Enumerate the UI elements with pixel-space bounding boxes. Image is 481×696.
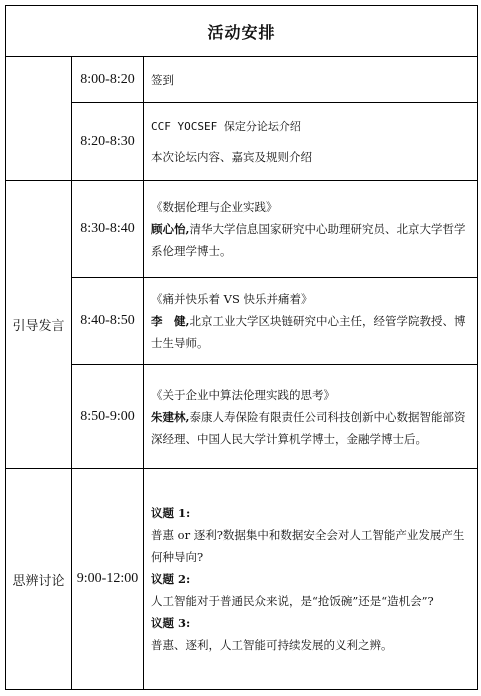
category-cell: 引导发言 [6, 181, 72, 469]
talk-content [144, 365, 478, 469]
talk-speaker-line [151, 406, 471, 450]
talk-topic: 《关于企业中算法伦理实践的思考》 [151, 387, 335, 402]
talk-content [144, 181, 478, 278]
talk-speaker-line [151, 310, 471, 354]
debate-topic-label: 议题 2: [151, 572, 191, 586]
content-line: CCF YOCSEF 保定分论坛介绍 [151, 119, 301, 133]
time-cell: 8:50-9:00 [72, 365, 144, 469]
content-cell [144, 57, 478, 103]
empty-category-cell [6, 57, 72, 181]
time-cell: 8:00-8:20 [72, 57, 144, 103]
debate-topic-text: 人工智能对于普通民众来说，是“抢饭碗”还是“造机会”? [151, 594, 434, 608]
speaker-bio: 泰康人寿保险有限责任公司科技创新中心数据智能部资深经理、中国人民大学计算机学博士，金融学博士后。 [151, 409, 466, 446]
speaker-name: 顾心怡, [151, 222, 190, 236]
title-row [6, 6, 478, 57]
speaker-name: 朱建林, [151, 409, 190, 424]
talk-content [144, 278, 478, 365]
talk-topic: 《痛并快乐着 VS 快乐并痛着》 [151, 292, 313, 306]
content-line: 签到 [151, 72, 174, 87]
debate-topic-text: 普惠 or 逐利?数据集中和数据安全会对人工智能产业发展产生何种导向? [151, 528, 465, 564]
table-row [6, 469, 478, 690]
debate-topic-label: 议题 1: [151, 506, 191, 520]
content-cell [144, 103, 478, 181]
speaker-bio: 北京工业大学区块链研究中心主任，经管学院教授、博士生导师。 [151, 314, 466, 350]
speaker-bio: 清华大学信息国家研究中心助理研究员、北京大学哲学系伦理学博士。 [151, 222, 466, 258]
time-cell: 9:00-12:00 [72, 469, 144, 690]
table-row [6, 57, 478, 103]
debate-content [144, 469, 478, 690]
talk-speaker-line [151, 218, 471, 262]
talk-topic: 《数据伦理与企业实践》 [151, 200, 278, 214]
time-cell: 8:40-8:50 [72, 278, 144, 365]
time-cell: 8:30-8:40 [72, 181, 144, 278]
table-row [6, 103, 478, 181]
debate-topic-label: 议题 3: [151, 616, 191, 630]
content-line: 本次论坛内容、嘉宾及规则介绍 [151, 149, 312, 164]
table-row [6, 278, 478, 365]
category-cell: 思辨讨论 [6, 469, 72, 690]
schedule-table [5, 5, 478, 690]
table-row [6, 181, 478, 278]
debate-topic-text: 普惠、逐利，人工智能可持续发展的义利之辨。 [151, 638, 393, 652]
table-row [6, 365, 478, 469]
time-cell: 8:20-8:30 [72, 103, 144, 181]
speaker-name: 李 健, [151, 314, 190, 328]
table-title: 活动安排 [6, 6, 478, 57]
